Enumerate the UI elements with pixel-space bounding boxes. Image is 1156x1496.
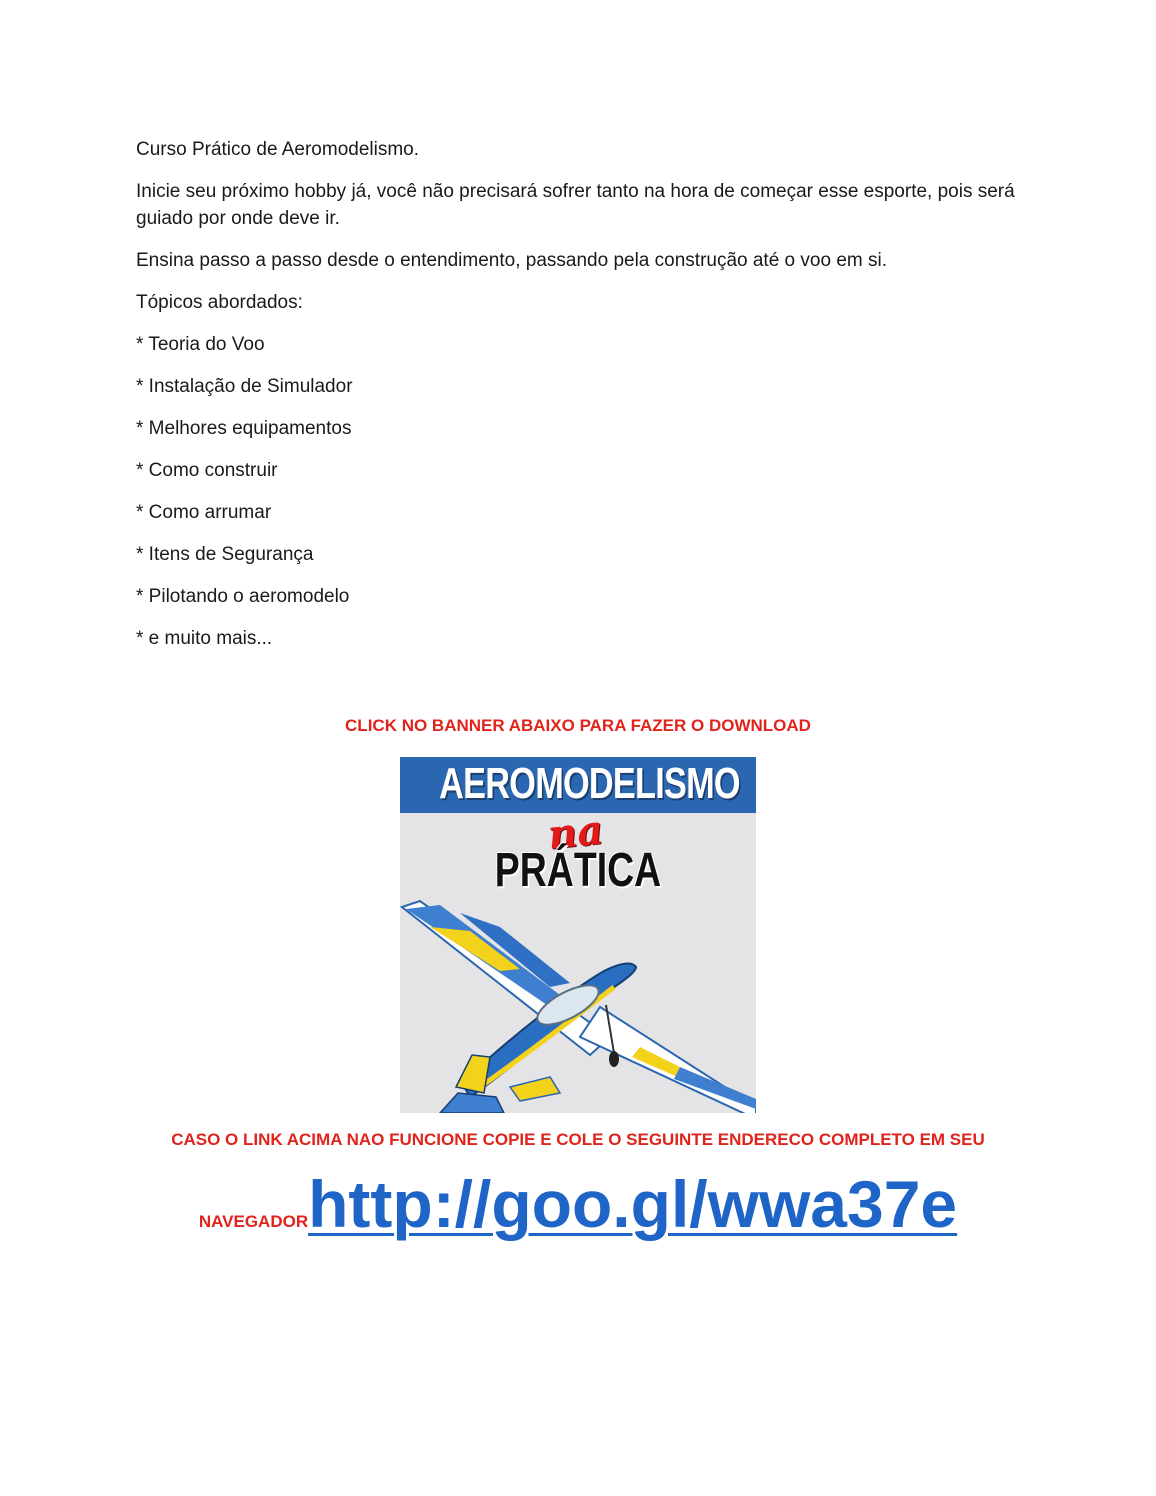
download-banner[interactable] bbox=[400, 757, 756, 1113]
course-title: Curso Prático de Aeromodelismo. bbox=[136, 139, 420, 160]
intro-paragraph: Inicie seu próximo hobby já, você não precisará sofrer tanto na hora de começar esse esporte, pois será guiado por onde deve ir. bbox=[136, 181, 1015, 229]
airplane-icon bbox=[400, 887, 756, 1113]
topic-item: * e muito mais... bbox=[136, 628, 273, 649]
topic-item: * Teoria do Voo bbox=[136, 334, 265, 355]
banner-na-text: na bbox=[545, 806, 606, 859]
topic-item: * Itens de Segurança bbox=[136, 544, 314, 565]
document-body bbox=[136, 136, 1016, 667]
navigator-label: NAVEGADOR bbox=[198, 1212, 309, 1231]
download-link[interactable]: http://goo.gl/wwa37e bbox=[308, 1167, 958, 1241]
banner-pratica-text: PRÁTICA bbox=[494, 844, 662, 897]
topic-item: * Como arrumar bbox=[136, 502, 272, 523]
banner-instruction: CLICK NO BANNER ABAIXO PARA FAZER O DOWNLOAD bbox=[345, 716, 811, 735]
topic-item: * Instalação de Simulador bbox=[136, 376, 353, 397]
topics-heading: Tópicos abordados: bbox=[136, 292, 303, 313]
topic-item: * Melhores equipamentos bbox=[136, 418, 352, 439]
topic-item: * Como construir bbox=[136, 460, 278, 481]
navigator-line bbox=[0, 1168, 1156, 1240]
fallback-instruction: CASO O LINK ACIMA NAO FUNCIONE COPIE E COLE O SEGUINTE ENDERECO COMPLETO EM SEU bbox=[171, 1130, 985, 1149]
description-paragraph: Ensina passo a passo desde o entendimento, passando pela construção até o voo em si. bbox=[136, 250, 887, 271]
banner-title-text: AEROMODELISMO bbox=[439, 759, 740, 808]
topic-item: * Pilotando o aeromodelo bbox=[136, 586, 350, 607]
